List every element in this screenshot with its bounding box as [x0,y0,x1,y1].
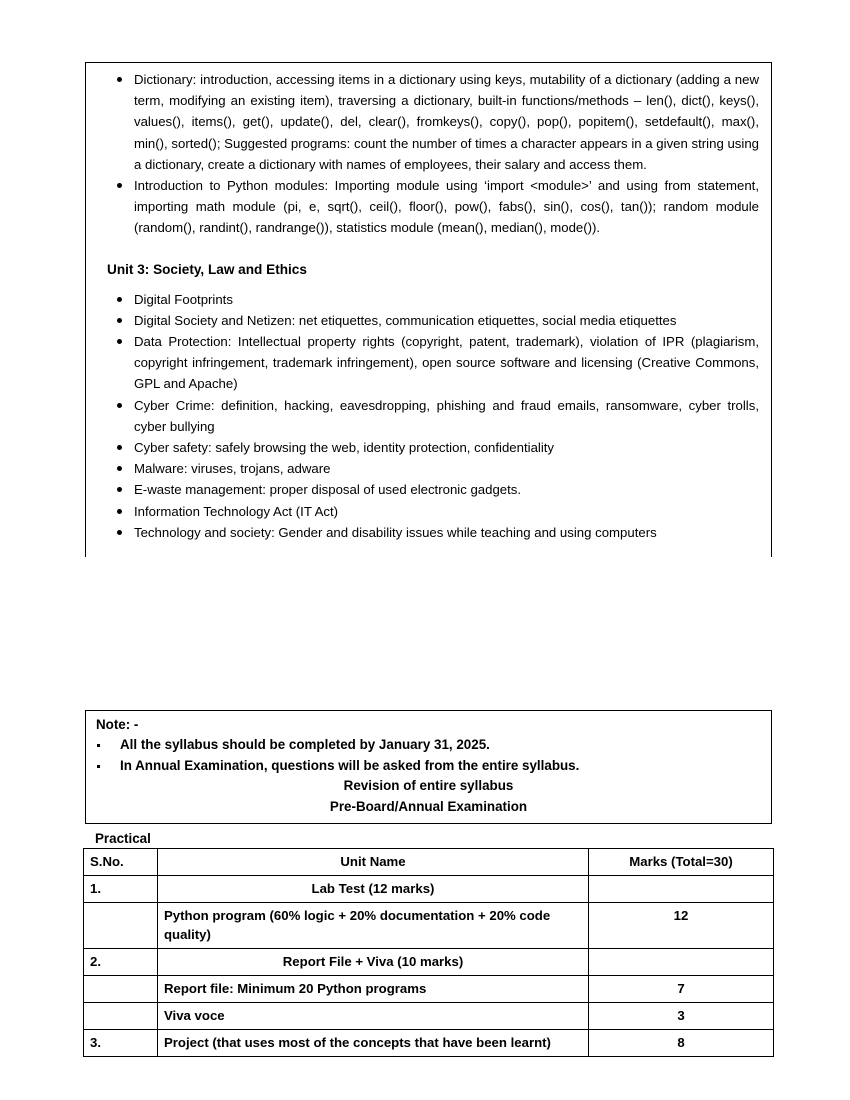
unit3-heading: Unit 3: Society, Law and Ethics [107,261,307,277]
list-item [98,437,759,458]
list-item [98,289,759,310]
note-title: Note: - [96,717,139,732]
topic-text: Data Protection: Intellectual property rights (copyright, patent, trademark), violation of IPR (plagiarism, copyright infringement, trademark infringement), open source software and licensing (Creative Commons, GPL and Apache) [134,334,759,392]
row-detail: Project (that uses most of the concepts that have been learnt) [158,1030,589,1057]
syllabus-content-box [85,62,772,557]
list-item [98,310,759,331]
note-box [85,710,772,824]
table-row [84,1003,774,1030]
topic-text: Digital Society and Netizen: net etiquettes, communication etiquettes, social media etiquettes [134,312,677,328]
list-item [94,756,763,777]
column-header-sno: S.No. [84,849,158,876]
table-row [84,976,774,1003]
table-row [84,1030,774,1057]
row-marks [589,949,774,976]
row-marks: 8 [589,1030,774,1057]
topic-text: Dictionary: introduction, accessing items in a dictionary using keys, mutability of a dictionary (adding a new term, modifying an existing item), traversing a dictionary, built-in functions/methods – len(), dict(), keys(), values(), items(), get(), update(), del, clear(), fromkeys(), copy(), pop(), popitem(), setdefault(), max(), min(), sorted(); Suggested programs: count the number of times a character appears in a given string using a dictionary, create a dictionary with names of employees, their salary and access them. [134,72,759,172]
list-item [98,522,759,543]
row-sno [84,1003,158,1030]
unit2-topic-list [98,69,759,239]
note-centered-line-2: Pre-Board/Annual Examination [329,798,528,814]
row-sno [84,903,158,949]
row-detail: Viva voce [158,1003,589,1030]
table-row [84,949,774,976]
list-item [98,479,759,500]
table-header-row [84,849,774,876]
list-item [98,69,759,175]
topic-text: Malware: viruses, trojans, adware [134,461,331,477]
row-sno: 3. [84,1030,158,1057]
note-bullet-list [94,735,763,776]
topic-text: Information Technology Act (IT Act) [134,503,339,519]
row-marks: 3 [589,1003,774,1030]
list-item [98,331,759,395]
topic-text: Digital Footprints [134,291,233,307]
note-bullet-text: All the syllabus should be completed by January 31, 2025. [120,737,490,752]
table-row [84,903,774,949]
row-detail: Report file: Minimum 20 Python programs [158,976,589,1003]
row-group-title: Report File + Viva (10 marks) [158,949,589,976]
row-sno: 1. [84,876,158,903]
list-item [98,458,759,479]
row-detail: Python program (60% logic + 20% documentation + 20% code quality) [158,903,589,949]
practical-section-label: Practical [95,831,151,846]
row-marks: 12 [589,903,774,949]
row-group-title: Lab Test (12 marks) [158,876,589,903]
list-item [98,501,759,522]
row-marks: 7 [589,976,774,1003]
row-sno [84,976,158,1003]
column-header-marks: Marks (Total=30) [589,849,774,876]
topic-text: Cyber Crime: definition, hacking, eavesdropping, phishing and fraud emails, ransomware, cyber trolls, cyber bullying [134,397,759,434]
row-sno: 2. [84,949,158,976]
row-marks [589,876,774,903]
topic-text: Cyber safety: safely browsing the web, identity protection, confidentiality [134,440,555,456]
note-bullet-text: In Annual Examination, questions will be asked from the entire syllabus. [120,757,580,773]
list-item [98,395,759,437]
list-item [98,175,759,239]
note-centered-line-1: Revision of entire syllabus [343,778,514,793]
unit3-topic-list [98,289,759,543]
topic-text: E-waste management: proper disposal of used electronic gadgets. [134,482,522,498]
topic-text: Technology and society: Gender and disability issues while teaching and using computers [134,524,657,540]
topic-text: Introduction to Python modules: Importing module using ‘import <module>’ and using from statement, importing math module (pi, e, sqrt(), ceil(), floor(), pow(), fabs(), sin(), cos(), tan()); random module (random(), randint(), randrange()), statistics module (mean(), median(), mode()). [134,178,759,236]
table-row [84,876,774,903]
list-item [94,735,763,756]
column-header-unit-name: Unit Name [158,849,589,876]
practical-marks-table [83,848,774,1057]
